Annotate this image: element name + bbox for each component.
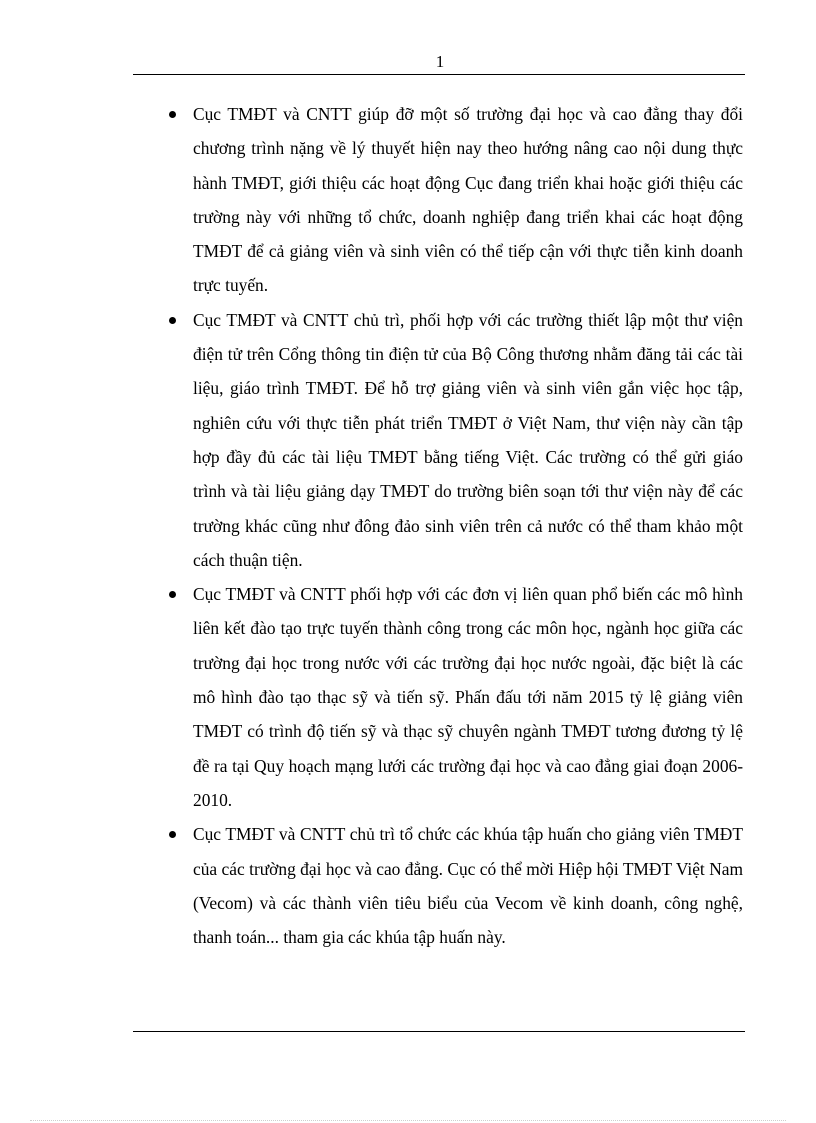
header-divider [133, 74, 745, 75]
bullet-dot-icon [169, 831, 176, 838]
bullet-item-3 [166, 577, 743, 817]
bullet-item-4 [166, 817, 743, 954]
bullet-item-2 [166, 303, 743, 577]
bullet-dot-icon [169, 111, 176, 118]
page-edge-dotted-line [30, 1120, 786, 1121]
page-number: 1 [435, 52, 445, 71]
bullet-text: Cục TMĐT và CNTT giúp đỡ một số trường đại học và cao đẳng thay đổi chương trình nặng về lý thuyết hiện nay theo hướng nâng cao nội dung thực hành TMĐT, giới thiệu các hoạt động Cục đang triển khai hoặc giới thiệu các trường này với những tổ chức, doanh nghiệp đang triển khai các hoạt động TMĐT để cả giảng viên và sinh viên có thể tiếp cận với thực tiễn kinh doanh trực tuyến. [193, 104, 743, 296]
bullet-list [166, 97, 743, 954]
bullet-text: Cục TMĐT và CNTT chủ trì, phối hợp với các trường thiết lập một thư viện điện tử trên Cổng thông tin điện tử của Bộ Công thương nhằm đăng tải các tài liệu, giáo trình TMĐT. Để hỗ trợ giảng viên và sinh viên gắn việc học tập, nghiên cứu với thực tiễn phát triển TMĐT ở Việt Nam, thư viện này cần tập hợp đầy đủ các tài liệu TMĐT bằng tiếng Việt. Các trường có thể gửi giáo trình và tài liệu giảng dạy TMĐT do trường biên soạn tới thư viện này để các trường khác cũng như đông đảo sinh viên trên cả nước có thể tham khảo một cách thuận tiện. [193, 309, 743, 570]
bullet-text: Cục TMĐT và CNTT chủ trì tổ chức các khúa tập huấn cho giảng viên TMĐT của các trường đại học và cao đẳng. Cục có thể mời Hiệp hội TMĐT Việt Nam (Vecom) và các thành viên tiêu biểu của Vecom về kinh doanh, công nghệ, thanh toán... tham gia các khúa tập huấn này. [193, 824, 743, 948]
bullet-text: Cục TMĐT và CNTT phối hợp với các đơn vị liên quan phổ biến các mô hình liên kết đào tạo trực tuyến thành công trong các môn học, ngành học giữa các trường đại học trong nước với các trường đại học nước ngoài, đặc biệt là các mô hình đào tạo thạc sỹ và tiến sỹ. Phấn đấu tới năm 2015 tỷ lệ giảng viên TMĐT có trình độ tiến sỹ và thạc sỹ chuyên ngành TMĐT tương đương tỷ lệ đề ra tại Quy hoạch mạng lưới các trường đại học và cao đẳng giai đoạn 2006-2010. [193, 584, 743, 810]
bullet-item-1 [166, 97, 743, 303]
bullet-dot-icon [169, 591, 176, 598]
footer-divider [133, 1031, 745, 1032]
bullet-dot-icon [169, 317, 176, 324]
